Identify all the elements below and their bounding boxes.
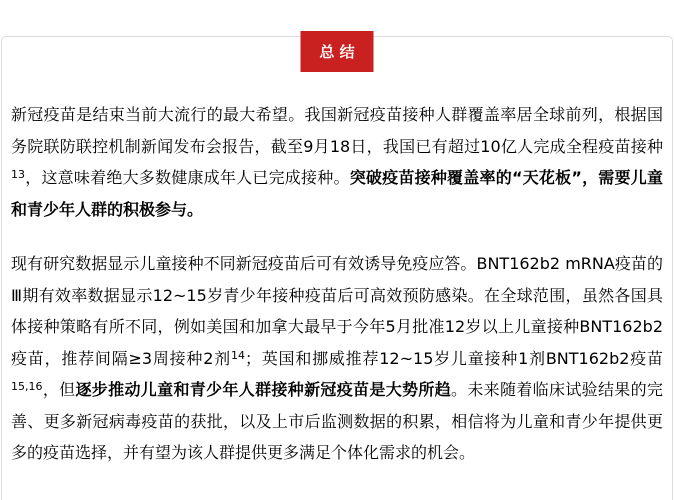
emphasis-text: 突破疫苗接种覆盖率的“天花板”，需要儿童和青少年人群的积极参与。: [11, 168, 663, 219]
body-text: 新冠疫苗是结束当前大流行的最大希望。我国新冠疫苗接种人群覆盖率居全球前列，根据国务院联防联控机制新闻发布会报告，截至9月18日，我国已有超过10亿人完成全程疫苗接种: [11, 105, 663, 156]
paragraph: [11, 99, 663, 225]
section-title-badge: [301, 31, 374, 72]
paragraph: [11, 248, 663, 469]
emphasis-text: 逐步推动儿童和青少年人群接种新冠疫苗是大势所趋: [75, 380, 452, 399]
reference-superscript: 15,16: [11, 380, 43, 393]
section-title: 总 结: [319, 43, 355, 61]
body-text: ，但: [42, 380, 76, 399]
body-text: ，这意味着绝大多数健康成年人已完成接种。: [25, 168, 350, 187]
summary-content: [2, 37, 672, 469]
summary-card: [1, 36, 673, 500]
body-text: 现有研究数据显示儿童接种不同新冠疫苗后可有效诱导免疫应答。BNT162b2 mRNA疫苗的Ⅲ期有效率数据显示12~15岁青少年接种疫苗后可高效预防感染。在全球范围，虽然各国具体接种策略有所不同，例如美国和加拿大最早于今年5月批准12岁以上儿童接种BNT162b2疫苗，推荐间隔≥3周接种2剂: [11, 254, 663, 368]
reference-superscript: 14: [230, 348, 245, 362]
reference-superscript: 13: [11, 168, 25, 181]
body-text: ；英国和挪威推荐12~15岁儿童接种1剂BNT162b2疫苗: [244, 348, 663, 368]
body-text: 。未来随着临床试验结果的完善、更多新冠病毒疫苗的获批，以及上市后监测数据的积累，相信将为儿童和青少年提供更多的疫苗选择，并有望为该人群提供更多满足个体化需求的机会。: [11, 380, 663, 462]
